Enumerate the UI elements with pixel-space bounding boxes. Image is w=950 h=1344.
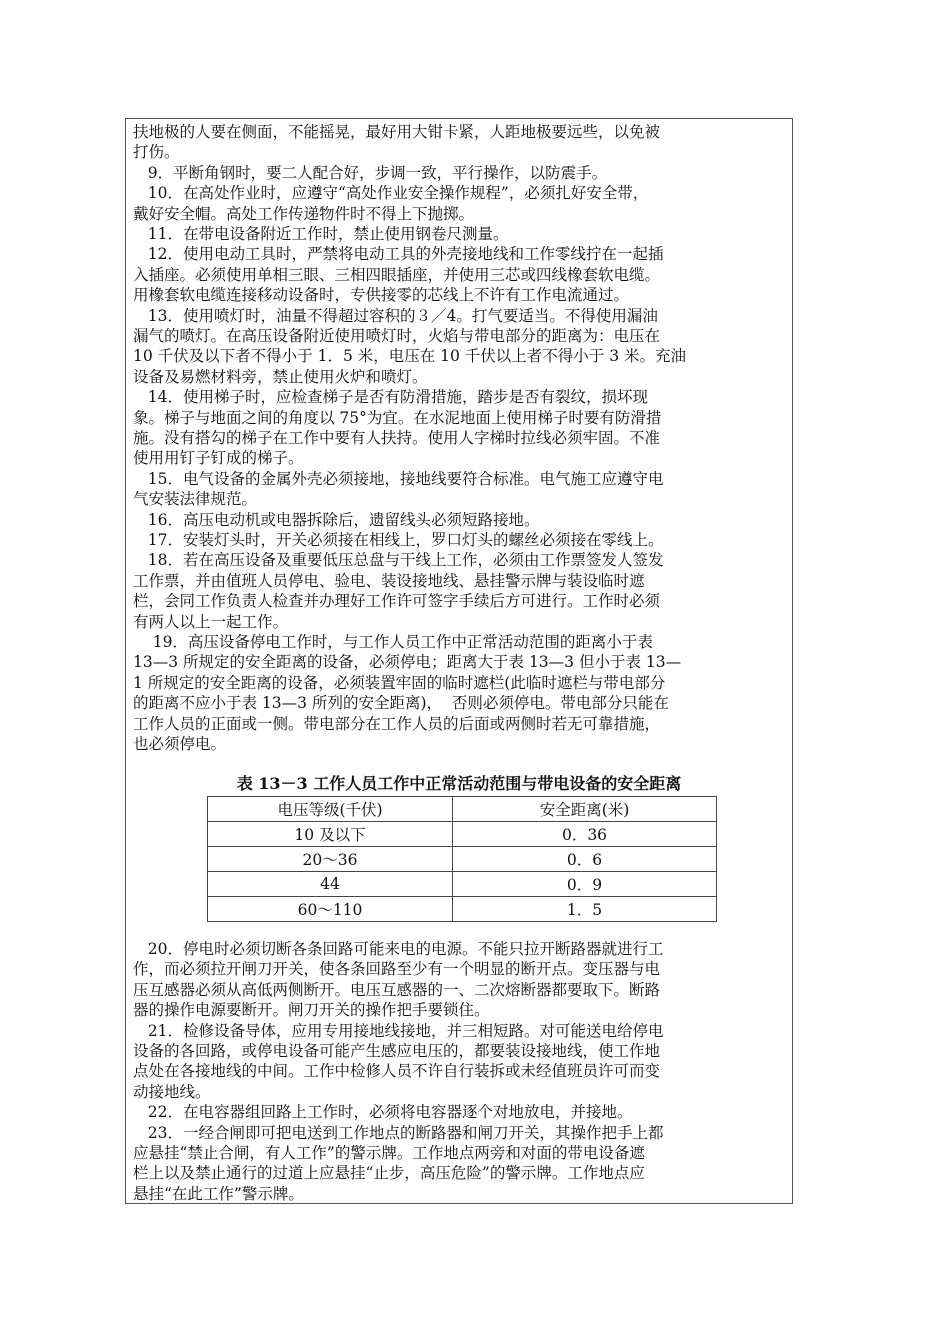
paragraph [133, 469, 789, 510]
cell-distance: 0．6 [453, 847, 717, 872]
paragraph [133, 306, 789, 388]
paragraph [133, 163, 789, 183]
cell-distance: 0．9 [453, 872, 717, 897]
cell-distance: 0．36 [453, 822, 717, 847]
paragraph [133, 387, 789, 469]
text-line: 1 所规定的安全距离的设备，必须装置牢固的临时遮栏(此临时遮栏与带电部分 [133, 673, 666, 692]
text-line: 扶地极的人要在侧面，不能摇晃，最好用大钳卡紧，人距地极要远些，以免被 [133, 123, 661, 141]
cell-voltage: 10 及以下 [208, 822, 453, 847]
paragraph [133, 244, 789, 305]
paragraph [133, 510, 789, 530]
paragraph [133, 530, 789, 550]
text-line: 14．使用梯子时，应检查梯子是否有防滑措施，踏步是否有裂纹，损坏现 [133, 388, 649, 407]
text-line: 气安装法律规范。 [133, 490, 258, 509]
text-line: 10 千伏及以下者不得小于 1．5 米，电压在 10 千伏以上者不得小于 3 米。充油 [133, 347, 687, 366]
text-line: 13—3 所规定的安全距离的设备，必须停电；距离大于表 13—3 但小于表 13— [133, 653, 682, 672]
text-line: 设备及易燃材料旁，禁止使用火炉和喷灯。 [133, 367, 428, 386]
text-line: 19．高压设备停电工作时，与工作人员工作中正常活动范围的距离小于表 [133, 633, 653, 651]
paragraph [133, 1123, 789, 1205]
text-line: 栏，会同工作负责人检查并办理好工作许可签字手续后方可进行。工作时必须 [133, 592, 661, 611]
text-line: 点处在各接地线的中间。工作中检修人员不许自行装拆或未经值班员许可而变 [133, 1062, 661, 1081]
paragraph [133, 224, 789, 244]
text-line: 设备的各回路，或停电设备可能产生感应电压的，都要装设接地线，使工作地 [133, 1042, 661, 1060]
cell-voltage: 60～110 [208, 897, 453, 922]
text-line: 动接地线。 [133, 1082, 211, 1101]
paragraph [133, 1102, 789, 1122]
text-line: 12．使用电动工具时，严禁将电动工具的外壳接地线和工作零线拧在一起插 [133, 245, 664, 264]
paragraph [133, 550, 789, 632]
text-line: 23．一经合闸即可把电送到工作地点的断路器和闸刀开关，其操作把手上都 [133, 1123, 664, 1142]
text-line: 17．安装灯头时，开关必须接在相线上，罗口灯头的螺丝必须接在零线上。 [133, 531, 664, 549]
text-line: 栏上以及禁止通行的过道上应悬挂“止步，高压危险”的警示牌。工作地点应 [133, 1164, 645, 1183]
text-line: 使用用钉子钉成的梯子。 [133, 449, 304, 468]
text-line: 10．在高处作业时，应遵守“高处作业安全操作规程”，必须扎好安全带， [133, 184, 649, 203]
table-row [208, 822, 717, 847]
text-line: 21．检修设备导体，应用专用接地线接地，并三相短路。对可能送电给停电 [133, 1021, 664, 1040]
cell-distance: 1．5 [453, 897, 717, 922]
text-line: 象。梯子与地面之间的角度以 75°为宜。在水泥地面上使用梯子时要有防滑措 [133, 408, 662, 427]
table-row [208, 872, 717, 897]
paragraph [133, 183, 789, 224]
table-row [208, 847, 717, 872]
text-line: 有两人以上一起工作。 [133, 612, 289, 631]
safety-distance-table [207, 796, 717, 922]
paragraph [133, 122, 789, 163]
header-distance: 安全距离(米) [453, 797, 717, 822]
text-line: 20．停电时必须切断各条回路可能来电的电源。不能只拉开断路器就进行工 [133, 940, 664, 958]
cell-voltage: 20～36 [208, 847, 453, 872]
text-line: 15．电气设备的金属外壳必须接地，接地线要符合标准。电气施工应遵守电 [133, 469, 664, 488]
text-line: 工作人员的正面或一侧。带电部分在工作人员的后面或两侧时若无可靠措施， [133, 714, 661, 733]
header-voltage: 电压等级(千伏) [208, 797, 453, 822]
paragraph [133, 632, 789, 754]
text-line: 悬挂“在此工作”警示牌。 [133, 1184, 304, 1203]
text-line: 器的操作电源要断开。闸刀开关的操作把手要锁住。 [133, 1001, 490, 1020]
text-line: 工作票，并由值班人员停电、验电、装设接地线、悬挂警示牌与装设临时遮 [133, 571, 645, 590]
text-line: 打伤。 [133, 143, 180, 162]
text-line: 22．在电容器组回路上工作时，必须将电容器逐个对地放电，并接地。 [133, 1103, 633, 1122]
text-line: 18．若在高压设备及重要低压总盘与干线上工作，必须由工作票签发人签发 [133, 551, 664, 570]
text-line: 应悬挂“禁止合闸，有人工作”的警示牌。工作地点两旁和对面的带电设备遮 [133, 1144, 645, 1162]
table-header-row [208, 797, 717, 822]
table-title: 表 13－3 工作人员工作中正常活动范围与带电设备的安全距离 [236, 774, 682, 793]
text-line: 作，而必须拉开闸刀开关，使各条回路至少有一个明显的断开点。变压器与电 [133, 960, 661, 979]
cell-voltage: 44 [208, 872, 453, 897]
table-row [208, 897, 717, 922]
text-line: 13．使用喷灯时，油量不得超过容积的３／4。打气要适当。不得使用漏油 [133, 306, 658, 325]
text-line: 入插座。必须使用单相三眼、三相四眼插座，并使用三芯或四线橡套软电缆。 [133, 265, 661, 284]
text-line: 戴好安全帽。高处工作传递物件时不得上下抛掷。 [133, 204, 475, 223]
text-line: 施。没有搭勾的梯子在工作中要有人扶持。使用人字梯时拉线必须牢固。不准 [133, 429, 661, 447]
paragraph [133, 939, 789, 1021]
text-line: 漏气的喷灯。在高压设备附近使用喷灯时，火焰与带电部分的距离为：电压在 [133, 327, 661, 345]
text-line: 的距离不应小于表 13—3 所列的安全距离)， 否则必须停电。带电部分只能在 [133, 694, 669, 713]
text-line: 9．平断角钢时，要二人配合好，步调一致，平行操作，以防震手。 [133, 163, 608, 182]
text-line: 16．高压电动机或电器拆除后，遗留线头必须短路接地。 [133, 510, 540, 529]
text-line: 11．在带电设备附近工作时，禁止使用钢卷尺测量。 [133, 225, 509, 243]
text-line: 用橡套软电缆连接移动设备时，专供接零的芯线上不许有工作电流通过。 [133, 286, 630, 305]
paragraph [133, 1021, 789, 1103]
text-line: 压互感器必须从高低两侧断开。电压互感器的一、二次熔断器都要取下。断路 [133, 980, 661, 999]
text-line: 也必须停电。 [133, 735, 227, 754]
